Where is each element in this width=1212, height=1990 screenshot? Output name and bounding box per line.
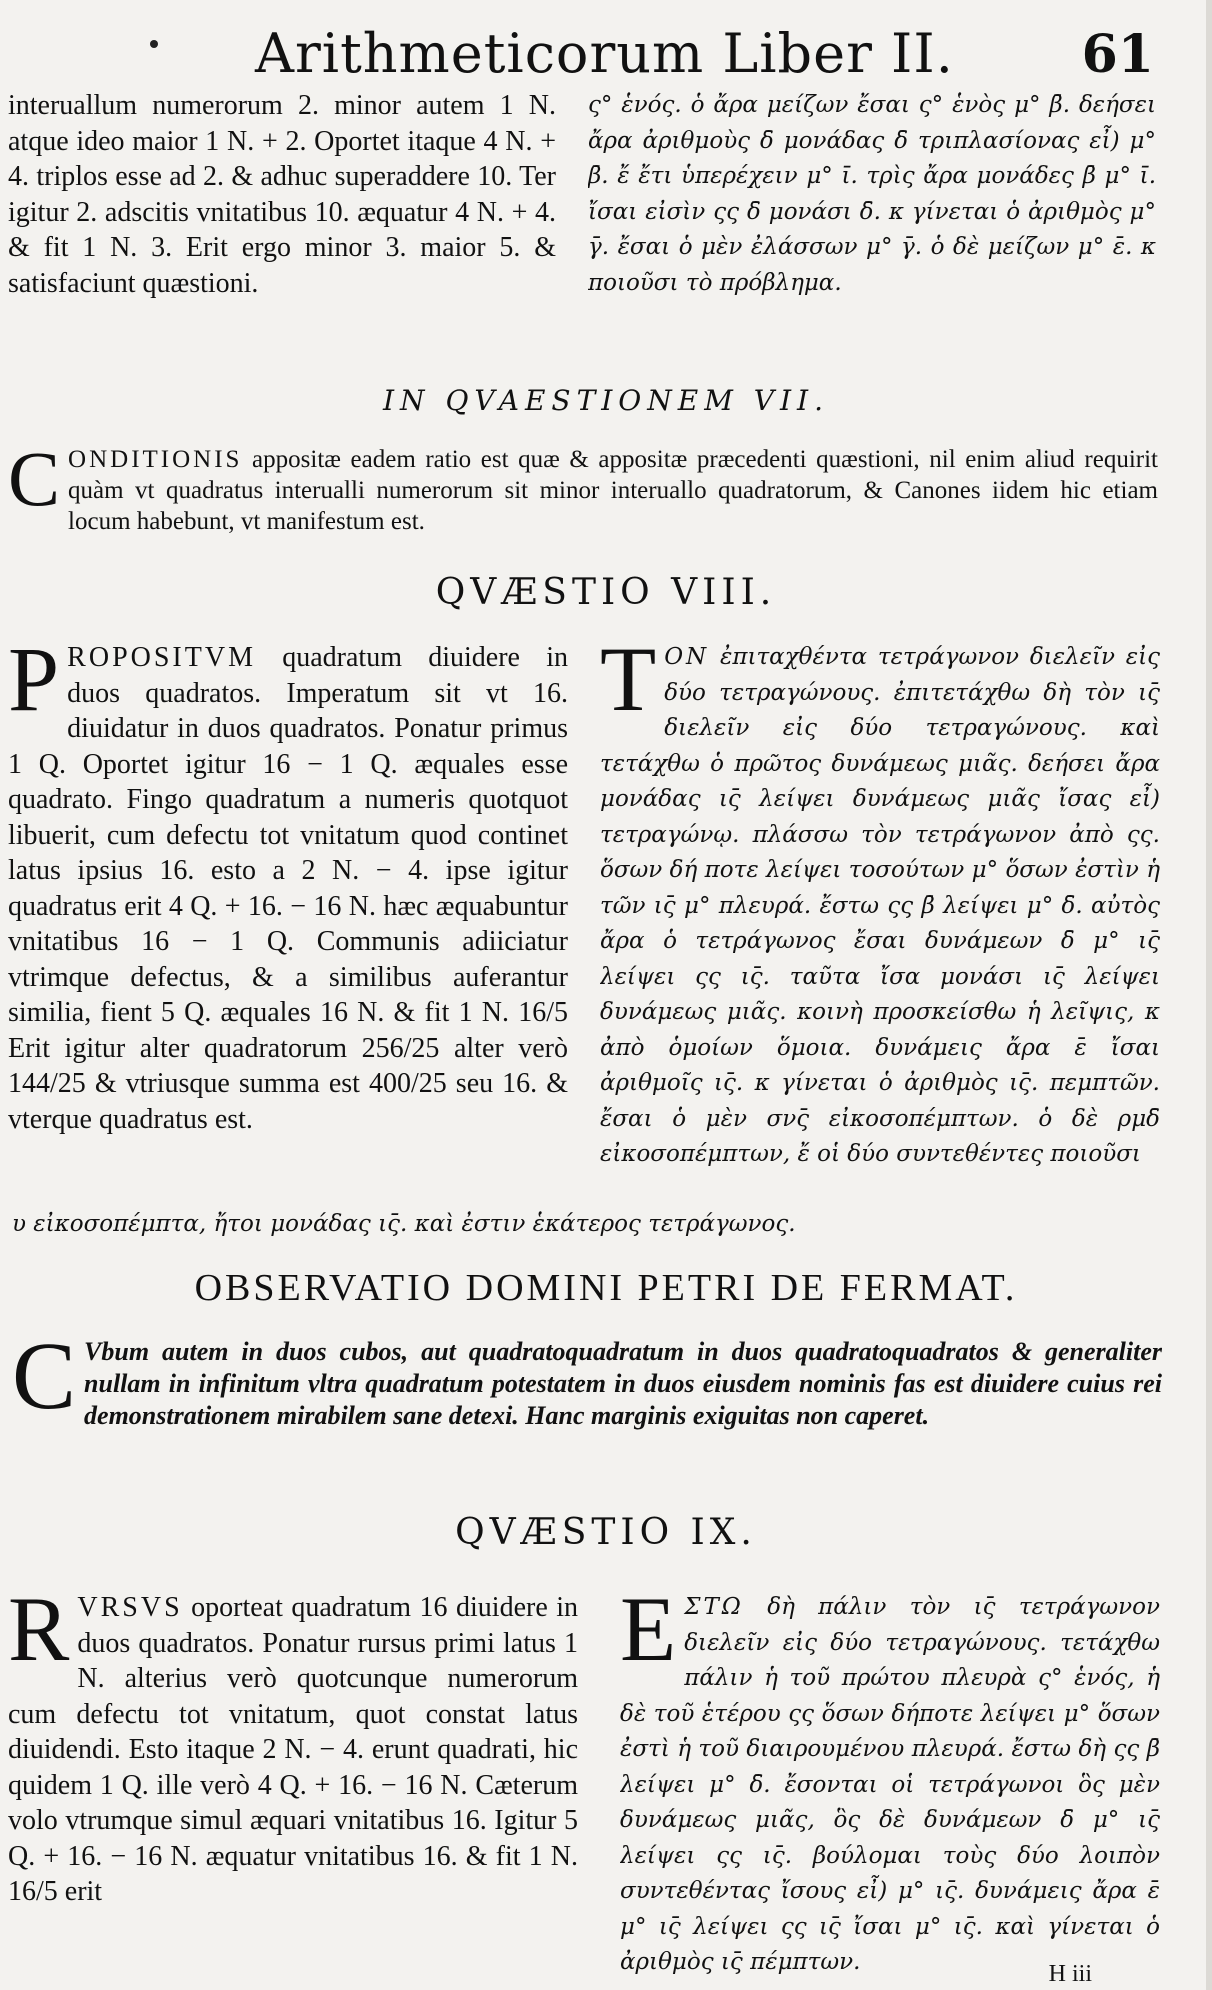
page-edge (1206, 0, 1212, 1990)
commentary-lead-word: ONDITIONIS (68, 446, 243, 473)
question-9-block (0, 1590, 1212, 1980)
fermat-paragraph (12, 1336, 1162, 1486)
signature-mark: H iii (1048, 1961, 1092, 1987)
commentary-text: appositæ eadem ratio est quæ & appositæ præcedenti quæstioni, nil enim aliud requirit quàm vt quadratus interualli numerorum sit minor interuallo quadratorum, & Canones iidem hic etiam locum habebunt, vt manifestum est. (68, 446, 1158, 535)
commentary-paragraph (8, 444, 1158, 544)
question-8-heading: QVÆSTIO VIII. (435, 572, 777, 613)
greek-paragraph: ς° ἑνός. ὁ ἄρα μείζων ἔσαι ς° ἑνὸς μ° β̄. δεήσει ἄρα ἀριθμοὺς δ̄ μονάδας δ̄ τριπλασίονας εἶ) μ° β̄. ἔ ἔτι ὑπερέχειν μ° ῑ. τρὶς ἄρα μονάδες β̄ μ° ῑ. ἴσαι εἰσὶν ςς δ̄ μονάσι δ̄. κ γίνεται ὁ ἀριθμὸς μ° γ̄. ἔσαι ὁ μὲν ἐλάσσων μ° γ̄. ὁ δὲ μείζων μ° ε̄. κ ποιοῦσι τὸ πρόβλημα. (588, 92, 1156, 296)
greek-column (588, 88, 1156, 344)
latin-column (8, 640, 568, 1188)
continuation-block (0, 88, 1212, 348)
commentary-heading: IN QVAESTIONEM VII. (382, 384, 830, 417)
drop-cap-p: P (8, 640, 60, 730)
latin-text: quadratum diuidere in duos quadratos. Imperatum sit vt 16. diuidatur in duos quadratos. Ponatur primus 1 Q. Oportet igitur 16 − 1 Q. æquales esse quadrato. Fingo quadratum a numeris quotquot libuerit, cum defectu tot vnitatum quod continet latus ipsius 16. esto a 2 N. − 4. ipse igitur quadratus erit 4 Q. + 16. − 16 N. hæc æquabuntur vnitatibus 16 − 1 Q. Communis adiiciatur vtrimque defectus, & a similibus auferantur similia, fient 5 Q. æquales 16 N. & fit 1 N. 16/5 Erit igitur alter quadratorum 256/25 alter verò 144/25 & vtriusque summa est 400/25 seu 16. & vterque quadratus est. (8, 642, 568, 1135)
latin-lead-word: VRSVS (77, 1592, 183, 1623)
greek-paragraph (600, 640, 1160, 1173)
greek-lead-word: ΣΤΩ (684, 1594, 744, 1620)
greek-continuation-line: υ εἰκοσοπέμπτα, ἤτοι μονάδας ις̄. καὶ ἐστιν ἑκάτερος τετράγωνος. (12, 1211, 796, 1237)
drop-cap-c: C (12, 1336, 77, 1429)
latin-column (8, 88, 556, 338)
greek-lead-word: ΟΝ (664, 644, 710, 670)
latin-paragraph (8, 1590, 578, 1910)
greek-column (600, 640, 1160, 1202)
running-title: Arithmeticorum Liber II. (255, 22, 954, 85)
latin-column (8, 1590, 578, 1974)
page-number: 61 (1081, 24, 1154, 85)
latin-lead-word: ROPOSITVM (67, 642, 256, 673)
latin-paragraph (8, 640, 568, 1137)
latin-text: oporteat quadratum 16 diuidere in duos quadratos. Ponatur rursus primi latus 1 N. alterius verò quotcunque numerorum cum defectu tot vnitatum, quot constat latus diuidendi. Esto itaque 2 N. − 4. erunt quadrati, hic quidem 1 Q. ille verò 4 Q. + 16. − 16 N. Cæterum volo vtrumque simul æquari vnitatibus 16. Igitur 5 Q. + 16. − 16 N. æquatur vnitatibus 16. & fit 1 N. 16/5 erit (8, 1592, 578, 1907)
fermat-text: Vbum autem in duos cubos, aut quadratoquadratum in duos quadratoquadratos & generaliter nullam in infinitum vltra quadratum potestatem in duos eiusdem nominis fas est diuidere cuius rei demonstrationem mirabilem sane detexi. Hanc marginis exiguitas non caperet. (84, 1337, 1162, 1430)
question-9-heading: QVÆSTIO IX. (455, 1512, 757, 1553)
greek-text: δὴ πάλιν τὸν ις̄ τετράγωνον διελεῖν εἰς δύο τετραγώνους. τετάχθω πάλιν ἡ τοῦ πρώτου πλευρὰ ς° ἑνός, ἡ δὲ τοῦ ἑτέρου ςς ὅσων δήποτε λείψει μ° ὅσων ἐστὶ ἡ τοῦ διαιρουμένου πλευρά. ἔστω δὴ ςς β̄ λείψει μ° δ̄. ἔσονται οἱ τετράγωνοι ὃς μὲν δυνάμεως μιᾶς, ὃς δὲ δυνάμεων δ̄ μ° ις̄ λείψει ςς ις̄. βούλομαι τοὺς δύο λοιπὸν συντεθέντας ἴσους εἶ) μ° ις̄. δυνάμεις ἄρα ε̄ μ° ις̄ λείψει ςς ις̄ ἴσαι μ° ις̄. καὶ γίνεται ὁ ἀριθμὸς ις̄ πέμπτων. (620, 1594, 1160, 1974)
fermat-heading: OBSERVATIO DOMINI PETRI DE FERMAT. (194, 1267, 1018, 1309)
drop-cap-e: E (620, 1590, 677, 1680)
drop-cap-t: T (600, 640, 657, 730)
page-header (0, 18, 1212, 90)
drop-cap-r: R (8, 1590, 70, 1680)
greek-paragraph (620, 1590, 1160, 1974)
greek-text: ἐπιταχθέντα τετράγωνον διελεῖν εἰς δύο τετραγώνους. ἐπιτετάχθω δὴ τὸν ις̄ διελεῖν εἰς δύο τετραγώνους. καὶ τετάχθω ὁ πρῶτος δυνάμεως μιᾶς. δεήσει ἄρα μονάδας ις̄ λείψει δυνάμεως μιᾶς ἴσας εἶ) τετραγώνῳ. πλάσσω τὸν τετράγωνον ἀπὸ ςς. ὅσων δή ποτε λείψει τοσούτων μ° ὅσων ἐστὶν ἡ τῶν ις̄ μ° πλευρά. ἔστω ςς β̄ λείψει μ° δ̄. αὐτὸς ἄρα ὁ τετράγωνος ἔσαι δυνάμεων δ̄ μ° ις̄ λείψει ςς ις̄. ταῦτα ἴσα μονάσι ις̄ λείψει δυνάμεως μιᾶς. κοινὴ προσκείσθω ἡ λεῖψις, κ ἀπὸ ὁμοίων ὅμοια. δυνάμεις ἄρα ε̄ ἴσαι ἀριθμοῖς ις̄. κ γίνεται ὁ ἀριθμὸς ις̄. πεμπτῶν. ἔσαι ὁ μὲν σνς̄ εἰκοσοπέμπτων. ὁ δὲ ρμδ̄ εἰκοσοπέμπτων, ἔ οἱ δύο συντεθέντες ποιοῦσι (600, 644, 1160, 1167)
drop-cap-c: C (8, 444, 61, 522)
ink-dot (150, 40, 158, 48)
greek-column (620, 1590, 1160, 1974)
latin-paragraph: interuallum numerorum 2. minor autem 1 N. atque ideo maior 1 N. + 2. Oportet itaque 4 N. + 4. triplos esse ad 2. & adhuc superaddere 10. Ter igitur 2. adscitis vnitatibus 10. æquatur 4 N. + 4. & fit 1 N. 3. Erit ergo minor 3. maior 5. & satisfaciunt quæstioni. (8, 90, 556, 299)
question-8-block (0, 640, 1212, 1210)
